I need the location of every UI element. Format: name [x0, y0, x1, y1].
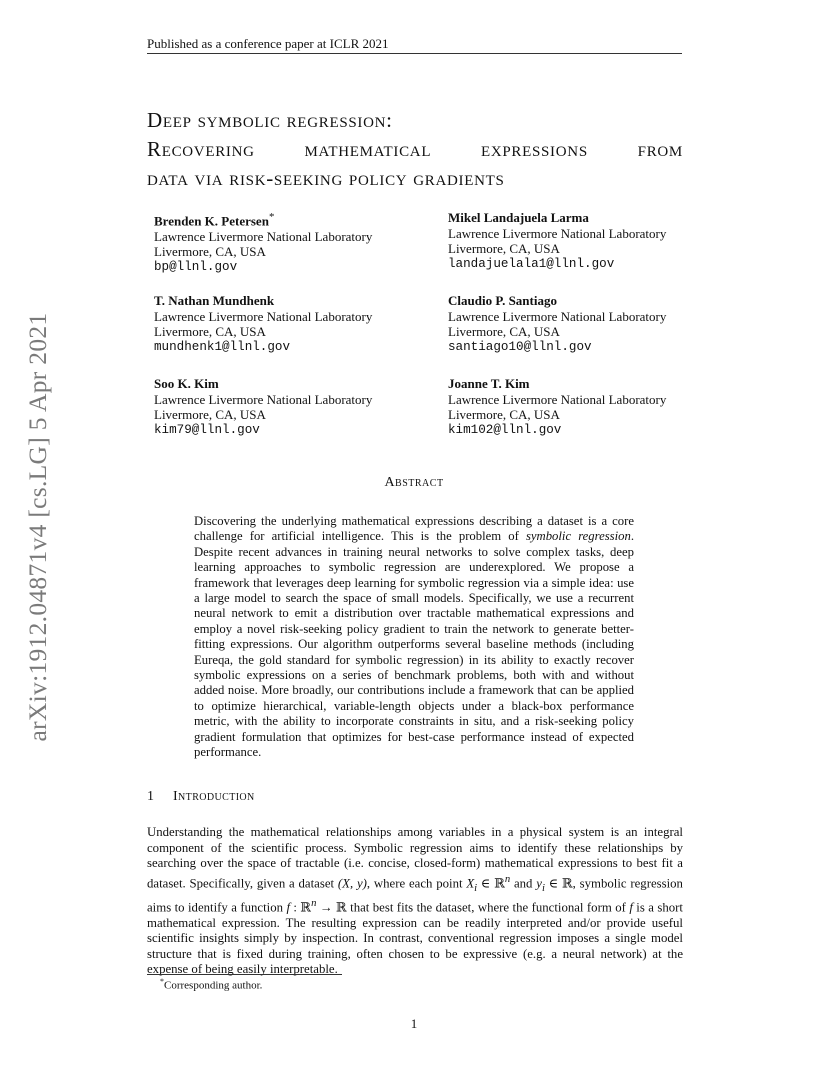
author-location: Livermore, CA, USA: [448, 241, 560, 256]
section-title: Introduction: [173, 789, 255, 804]
title-line-3: data via risk-seeking policy gradients: [147, 166, 505, 190]
running-header: Published as a conference paper at ICLR 2021: [147, 36, 389, 51]
intro-text: Understanding the mathematical relationships among variables in a physical system is an integral component of the scientific process. Symbolic regression aims to identify these relationships by searching over the space of tractable (i.e. concise, closed-form) mathematical expressions to best fit a dataset. Specifically, given a dataset: [147, 825, 683, 890]
author-email: santiago10@llnl.gov: [448, 339, 592, 354]
author-block: [448, 293, 666, 355]
abstract-text-part: . Despite recent advances in training neural networks to solve complex tasks, deep learning approaches to symbolic regression are underexplored. We propose a framework that leverages deep learning for symbolic regression via a simple idea: use a large model to search the space of small models. Specifically, we use a recurrent neural network to emit a distribution over tractable mathematical expressions and employ a novel risk-seeking policy gradient to train the network to generate better-fitting expressions. Our algorithm outperforms several baseline methods (including Eureqa, the gold standard for symbolic regression) in its ability to exactly recover symbolic expressions on a series of benchmark problems, both with and without added noise. More broadly, our contributions include a framework that can be applied to optimize hierarchical, variable-length objects under a black-box performance metric, with the ability to incorporate constraints in situ, and a risk-seeking policy gradient formulation that optimizes for best-case performance instead of expected performance.: [194, 529, 634, 760]
intro-text: that best fits the dataset, where the functional form of: [346, 900, 630, 915]
math-xi: X: [466, 875, 475, 890]
title-word: from: [637, 137, 683, 161]
section-number: 1: [147, 789, 154, 804]
author-name: T. Nathan Mundhenk: [154, 293, 275, 308]
math-n-superscript: n: [504, 873, 511, 885]
author-affiliation: Lawrence Livermore National Laboratory: [154, 228, 373, 244]
author-block: [448, 210, 666, 272]
author-block: [448, 376, 666, 438]
footnote-text: Corresponding author.: [164, 979, 263, 992]
math-in-rn: ∈ ℝ: [477, 875, 505, 890]
abstract-text: [194, 514, 634, 761]
abstract-text-part: Discovering the underlying mathematical expressions describing a dataset is a core challenge for artificial intelligence. This is the problem of: [194, 514, 634, 544]
title-word: mathematical: [304, 137, 432, 161]
author-name: Soo K. Kim: [154, 376, 219, 391]
math-in-r: ∈ ℝ: [544, 875, 573, 890]
author-email: bp@llnl.gov: [154, 259, 238, 274]
author-block: [154, 376, 372, 438]
author-affiliation: Lawrence Livermore National Laboratory: [154, 391, 373, 407]
arxiv-stamp: arXiv:1912.04871v4 [cs.LG] 5 Apr 2021: [23, 312, 52, 742]
intro-text: , where each point: [366, 875, 467, 890]
page-number: 1: [410, 1016, 418, 1031]
math-f: f: [629, 900, 633, 915]
footnote-mark: *: [160, 977, 164, 986]
abstract-emphasis: symbolic regression: [525, 529, 631, 544]
math-map-end: → ℝ: [316, 900, 347, 915]
header-rule: [147, 53, 682, 54]
author-email: kim102@llnl.gov: [448, 422, 562, 437]
author-affiliation: Lawrence Livermore National Laboratory: [448, 308, 667, 324]
intro-text: , symbolic regression aims to identify a function: [147, 875, 683, 915]
author-location: Livermore, CA, USA: [448, 407, 560, 422]
author-affiliation: Lawrence Livermore National Laboratory: [448, 391, 667, 407]
math-yi-subscript: i: [541, 882, 545, 894]
author-affiliation: Lawrence Livermore National Laboratory: [154, 308, 373, 324]
math-map: : ℝ: [290, 900, 312, 915]
math-map-n: n: [311, 897, 317, 909]
title-line-1: Deep symbolic regression:: [147, 108, 393, 132]
section-heading: [147, 789, 255, 805]
footnote: [160, 977, 262, 992]
author-name: Claudio P. Santiago: [448, 293, 557, 308]
title-word: expressions: [480, 137, 588, 161]
author-name: Brenden K. Petersen: [154, 213, 269, 229]
author-name: Joanne T. Kim: [448, 376, 530, 391]
author-block: [154, 210, 372, 275]
author-affiliation: Lawrence Livermore National Laboratory: [448, 225, 667, 241]
author-block: [154, 293, 372, 355]
title-line-2: [147, 135, 683, 164]
intro-text: is a short mathematical expression. The resulting expression can be readily interpreted and/or provide useful scientific insights simply by inspection. In contrast, conventional regression imposes a single model structure that is fixed during training, often chosen to be expressive (e.g. a neural network) at the expense of being easily interpretable.: [147, 900, 683, 977]
author-name: Mikel Landajuela Larma: [448, 210, 589, 225]
author-email: kim79@llnl.gov: [154, 422, 260, 437]
author-email: landajuelala1@llnl.gov: [448, 256, 615, 271]
author-location: Livermore, CA, USA: [154, 324, 266, 339]
math-dataset: (X, y): [337, 875, 367, 890]
footnote-rule: [147, 974, 342, 975]
abstract-heading: Abstract: [384, 475, 444, 490]
author-location: Livermore, CA, USA: [154, 407, 266, 422]
math-f: f: [286, 900, 290, 915]
author-footnote-mark: *: [268, 211, 275, 223]
title-word: Recovering: [147, 137, 255, 161]
author-email: mundhenk1@llnl.gov: [154, 339, 291, 354]
author-location: Livermore, CA, USA: [448, 324, 560, 339]
math-xi-subscript: i: [474, 882, 478, 894]
paper-title: [147, 106, 687, 193]
intro-text: and: [510, 875, 537, 890]
math-yi: y: [536, 875, 542, 890]
intro-paragraph: [147, 825, 683, 978]
author-location: Livermore, CA, USA: [154, 244, 266, 260]
